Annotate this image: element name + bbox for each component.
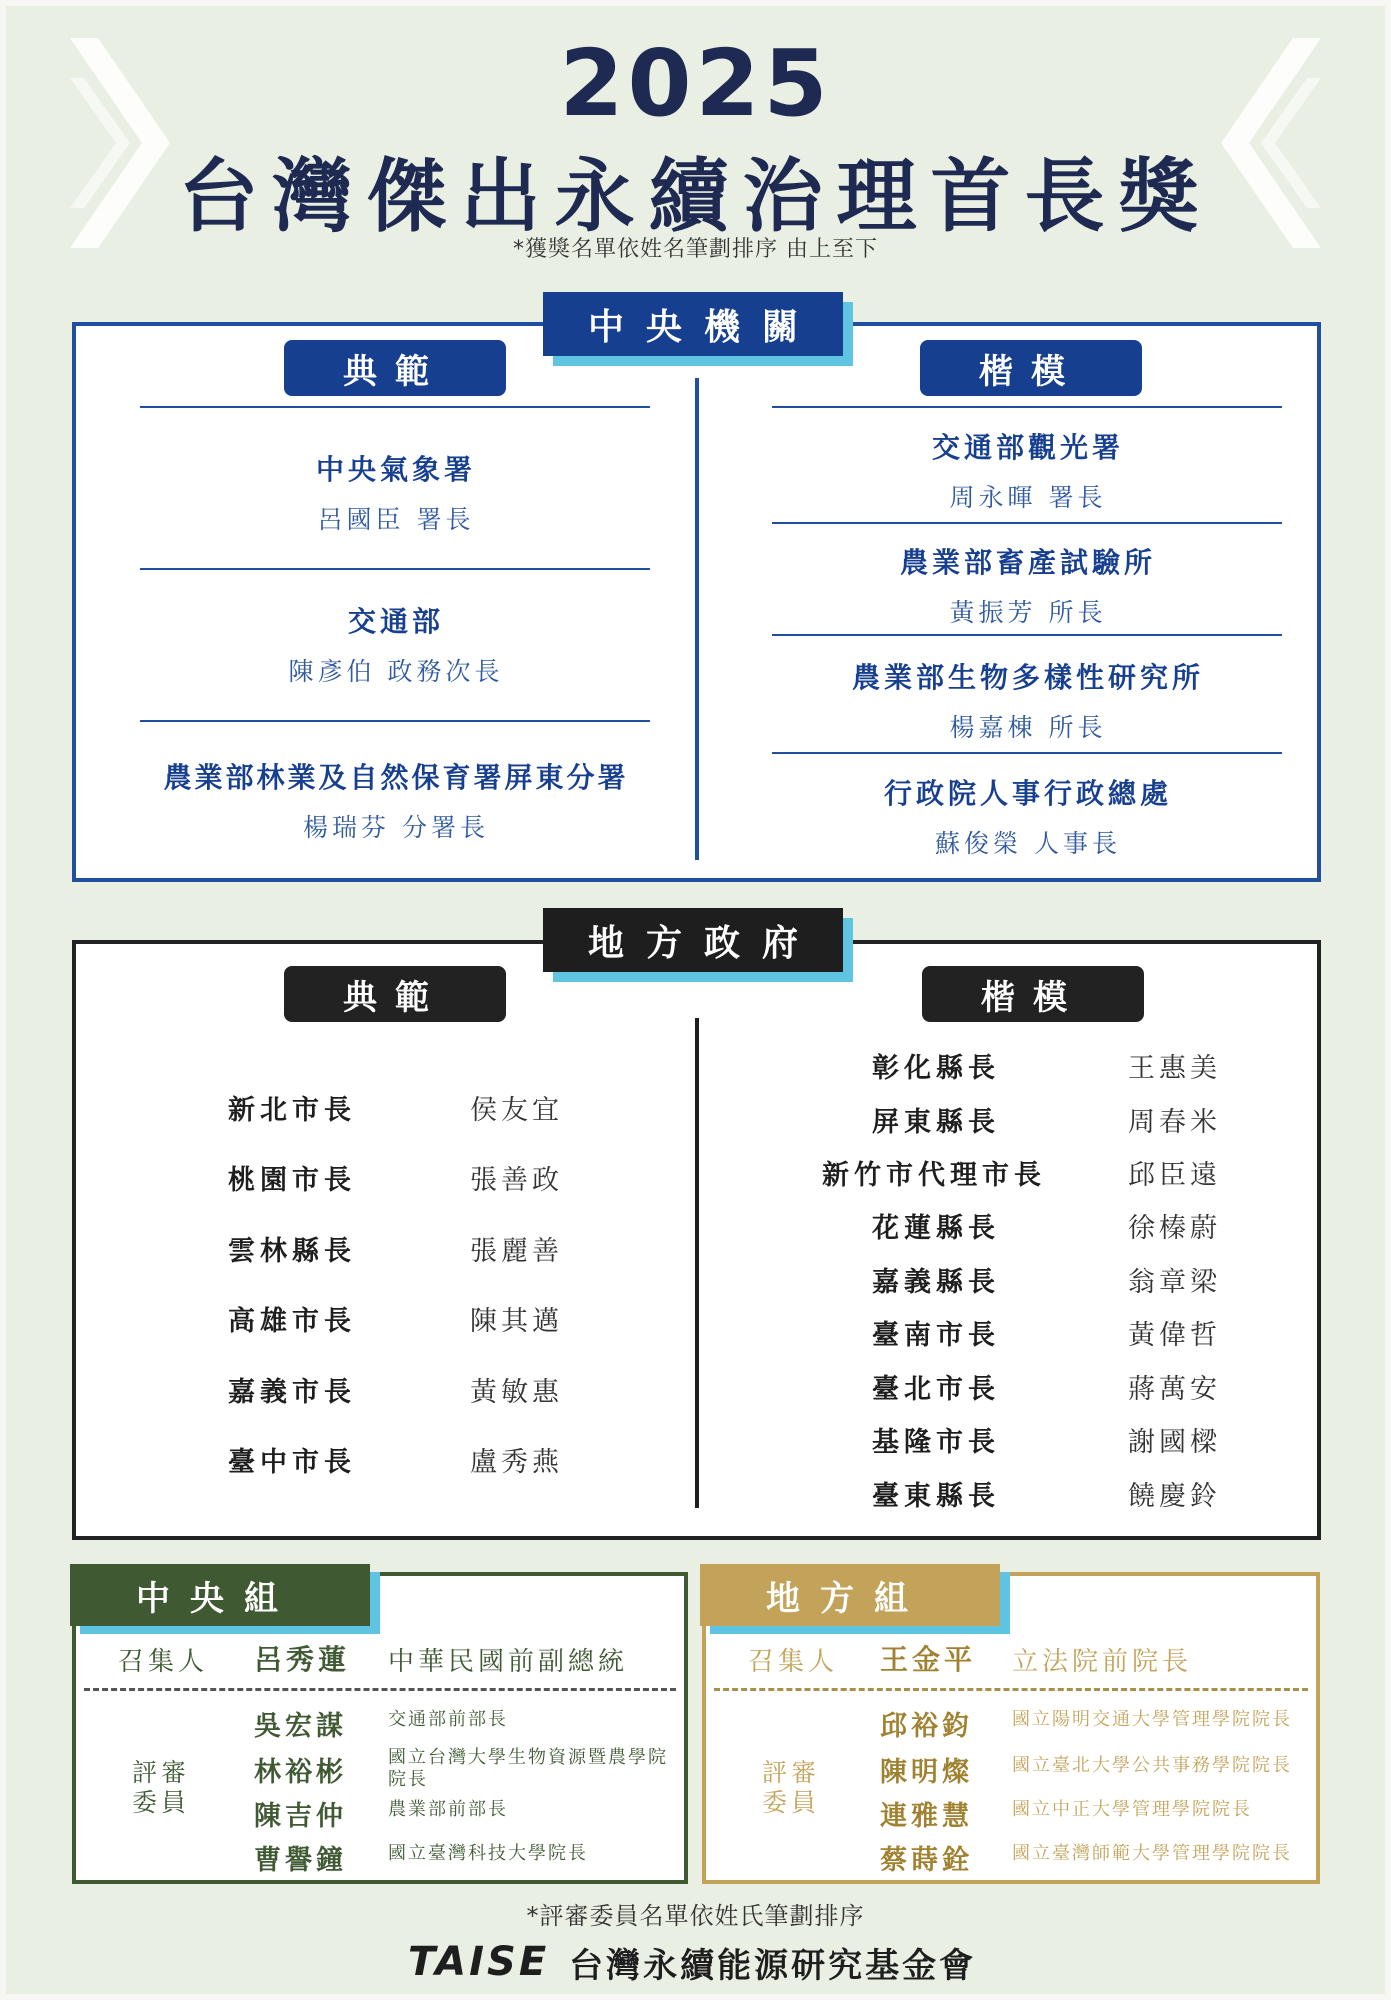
position-title: 臺東縣長 [872, 1481, 1000, 1512]
agency-name: 農業部林業及自然保育署屏東分署 [163, 761, 629, 794]
position-title: 雲林縣長 [228, 1236, 356, 1267]
central-model-item [768, 772, 1288, 860]
leader-name: 謝國樑 [1128, 1427, 1221, 1458]
central-model-pill: 楷模 [920, 340, 1142, 396]
position-title: 臺南市長 [872, 1320, 1000, 1351]
divider-line [140, 568, 650, 570]
leader-name: 黃敏惠 [470, 1377, 563, 1408]
central-divider [695, 378, 699, 860]
convener-name: 王金平 [880, 1643, 977, 1676]
agency-name: 行政院人事行政總處 [883, 777, 1172, 810]
leader-name: 黃偉哲 [1128, 1320, 1221, 1351]
central-exemplary-pill: 典範 [284, 340, 506, 396]
leader-name: 翁章梁 [1128, 1267, 1221, 1298]
central-section-tab: 中央機關 [543, 292, 843, 356]
divider-line [772, 752, 1282, 754]
position-title: 嘉義市長 [228, 1377, 356, 1408]
dashed-divider [714, 1688, 1308, 1691]
central-model-item [768, 426, 1288, 514]
divider-line [140, 720, 650, 722]
judge-name: 蔡蒔銓 [880, 1845, 973, 1876]
leader-name: 盧秀燕 [470, 1447, 563, 1478]
official-name: 黃振芳 所長 [949, 598, 1107, 627]
position-title: 嘉義縣長 [872, 1267, 1000, 1298]
position-title: 屏東縣長 [872, 1107, 1000, 1138]
local-exemplary-pill: 典範 [284, 966, 506, 1022]
leader-name: 饒慶鈴 [1128, 1481, 1221, 1512]
agency-name: 交通部 [347, 605, 444, 638]
judges-label: 評審 委員 [761, 1758, 820, 1817]
position-title: 花蓮縣長 [872, 1213, 1000, 1244]
official-name: 蘇俊榮 人事長 [935, 829, 1121, 858]
divider-line [772, 406, 1282, 408]
leader-name: 張善政 [470, 1165, 563, 1196]
agency-name: 中央氣象署 [315, 453, 476, 486]
central-tab-wrap [543, 292, 853, 366]
leader-name: 侯友宜 [470, 1095, 563, 1126]
taise-logo-text: TAISE [408, 1939, 550, 1985]
jury-order-note: *評審委員名單依姓氏筆劃排序 [526, 1902, 865, 1930]
local-jury-panel [702, 1572, 1320, 1884]
official-name: 楊嘉棟 所長 [949, 713, 1107, 742]
local-model-pill: 楷模 [922, 966, 1144, 1022]
judge-name: 連雅慧 [880, 1801, 973, 1832]
judge-name: 曹譽鐘 [254, 1845, 347, 1876]
judge-title: 國立台灣大學生物資源暨農學院院長 [388, 1747, 668, 1790]
position-title: 新北市長 [228, 1095, 356, 1126]
divider-line [140, 406, 650, 408]
judge-name: 陳吉仲 [254, 1801, 347, 1832]
judge-name: 吳宏謀 [254, 1711, 347, 1742]
award-title: 台灣傑出永續治理首長獎 [178, 150, 1213, 243]
judge-title: 國立陽明交通大學管理學院院長 [1012, 1709, 1292, 1730]
leader-name: 徐榛蔚 [1128, 1213, 1221, 1244]
agency-name: 農業部生物多樣性研究所 [851, 661, 1204, 694]
convener-label: 召集人 [118, 1647, 209, 1677]
local-tab-wrap [543, 908, 853, 982]
central-exemplary-item [136, 600, 656, 688]
judge-title: 國立臺灣師範大學管理學院院長 [1012, 1843, 1292, 1864]
leader-name: 周春米 [1128, 1107, 1221, 1138]
position-title: 桃園市長 [228, 1165, 356, 1196]
local-jury-tab: 地方組 [700, 1564, 1000, 1626]
official-name: 楊瑞芬 分署長 [303, 813, 489, 842]
position-title: 臺中市長 [228, 1447, 356, 1478]
agency-name: 農業部畜產試驗所 [899, 546, 1156, 579]
judge-title: 國立臺北大學公共事務學院院長 [1012, 1755, 1292, 1776]
central-jury-panel [72, 1572, 688, 1884]
divider-line [772, 634, 1282, 636]
position-title: 高雄市長 [228, 1306, 356, 1337]
convener-title: 立法院前院長 [1012, 1647, 1193, 1677]
leader-name: 張麗善 [470, 1236, 563, 1267]
foundation-name: 台灣永續能源研究基金會 [569, 1945, 977, 1986]
position-title: 彰化縣長 [872, 1053, 1000, 1084]
position-title: 基隆市長 [872, 1427, 1000, 1458]
convener-label: 召集人 [748, 1647, 839, 1677]
judges-label: 評審 委員 [131, 1758, 190, 1817]
official-name: 周永暉 署長 [949, 483, 1107, 512]
local-divider [695, 1018, 699, 1508]
divider-line [772, 522, 1282, 524]
leader-name: 王惠美 [1128, 1053, 1221, 1084]
official-name: 陳彥伯 政務次長 [288, 657, 504, 686]
local-section-tab: 地方政府 [543, 908, 843, 972]
position-title: 臺北市長 [872, 1374, 1000, 1405]
ranking-note: *獲獎名單依姓名筆劃排序 由上至下 [513, 237, 878, 262]
judge-name: 陳明燦 [880, 1757, 973, 1788]
dashed-divider [84, 1688, 676, 1691]
leader-name: 蔣萬安 [1128, 1374, 1221, 1405]
judge-name: 林裕彬 [254, 1757, 347, 1788]
agency-name: 交通部觀光署 [931, 431, 1124, 464]
award-year: 2025 [559, 30, 832, 137]
convener-title: 中華民國前副總統 [388, 1647, 629, 1677]
judge-title: 國立中正大學管理學院院長 [1012, 1799, 1252, 1820]
central-exemplary-item [136, 448, 656, 536]
leader-name: 陳其邁 [470, 1306, 563, 1337]
judge-title: 交通部前部長 [388, 1709, 508, 1730]
position-title: 新竹市代理市長 [822, 1160, 1046, 1191]
central-exemplary-item [136, 756, 656, 844]
judge-name: 邱裕鈞 [880, 1711, 973, 1742]
judge-title: 國立臺灣科技大學院長 [388, 1843, 588, 1864]
convener-name: 呂秀蓮 [254, 1643, 351, 1676]
central-jury-tab: 中央組 [70, 1564, 370, 1626]
official-name: 呂國臣 署長 [317, 505, 475, 534]
central-model-item [768, 656, 1288, 744]
leader-name: 邱臣遠 [1128, 1160, 1221, 1191]
judge-title: 農業部前部長 [388, 1799, 508, 1820]
foundation-logo [408, 1940, 976, 1984]
central-model-item [768, 541, 1288, 629]
